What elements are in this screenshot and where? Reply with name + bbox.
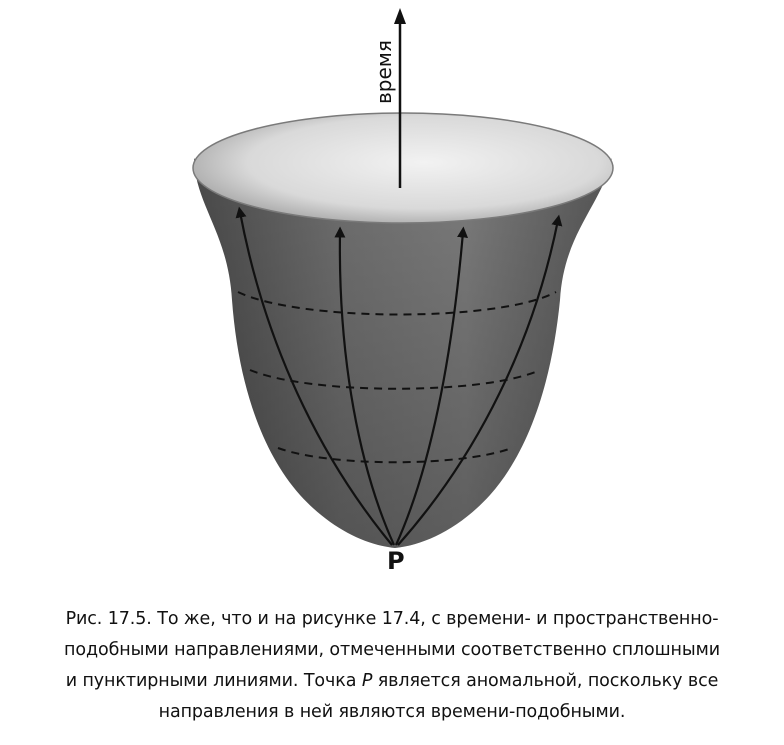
caption-line-3 bbox=[28, 666, 756, 697]
caption-line-3b: является аномальной, поскольку все bbox=[372, 671, 719, 691]
caption-line-1: Рис. 17.5. То же, что и на рисунке 17.4, с времени- и пространственно- bbox=[65, 609, 719, 629]
figure-caption bbox=[28, 604, 756, 728]
caption-line-2: подобными направлениями, отмеченными соответственно сплошными bbox=[64, 640, 720, 660]
bowl-rim bbox=[193, 113, 613, 223]
point-p-label: P bbox=[387, 547, 405, 575]
time-axis-label: время bbox=[372, 40, 396, 104]
caption-line-4: направления в ней являются времени-подобными. bbox=[158, 702, 626, 722]
time-axis-arrowhead bbox=[394, 8, 406, 24]
caption-point-ref: P bbox=[361, 671, 373, 691]
caption-line-3a: и пунктирными линиями. Точка bbox=[65, 671, 362, 691]
